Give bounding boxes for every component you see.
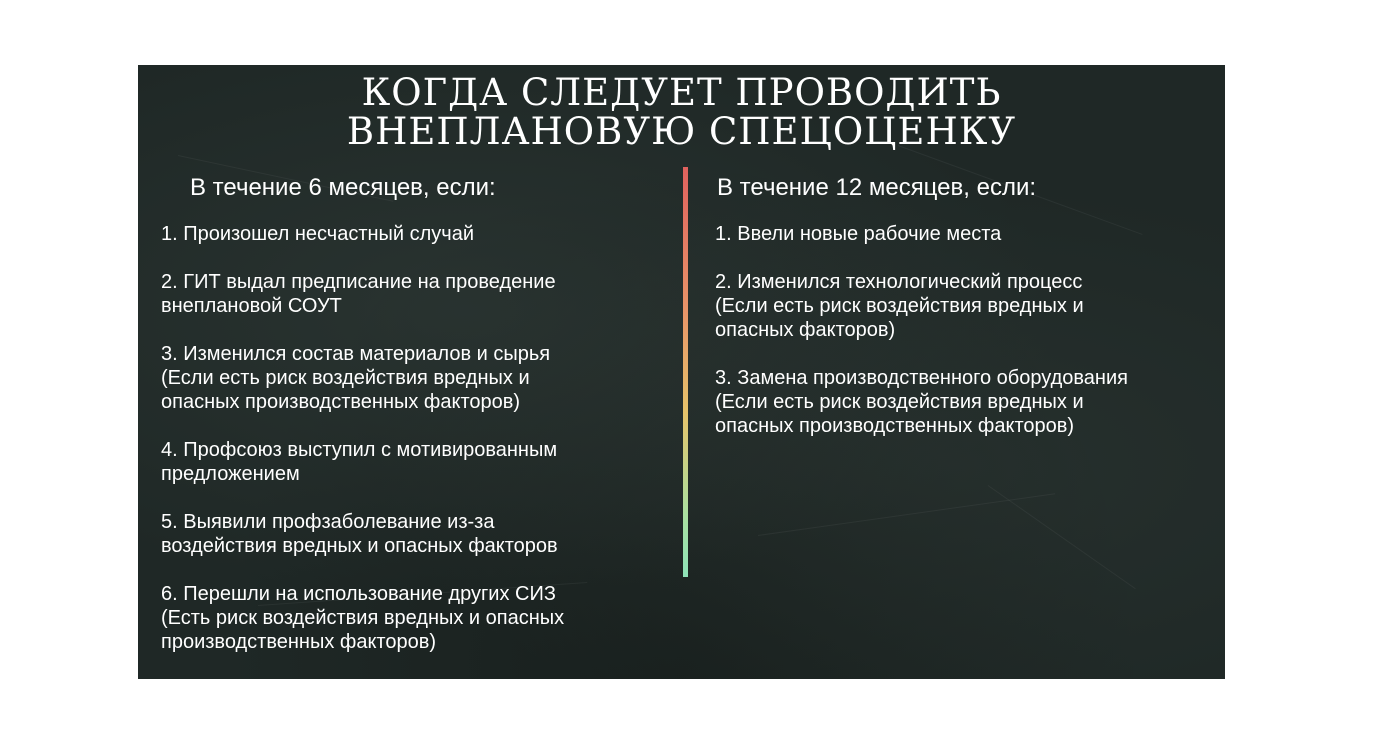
list-item xyxy=(715,270,1225,342)
list-item-line: производственных факторов) xyxy=(161,631,437,653)
list-item-line: 1. Ввели новые рабочие места xyxy=(715,223,1002,245)
left-column-heading: В течение 6 месяцев, если: xyxy=(190,174,496,201)
list-item-line: предложением xyxy=(161,463,300,485)
list-item-line: опасных производственных факторов) xyxy=(715,415,1075,437)
list-item-line: 4. Профсоюз выступил с мотивированным xyxy=(161,439,558,461)
slide-title-line: ВНЕПЛАНОВУЮ СПЕЦОЦЕНКУ xyxy=(346,110,1017,153)
list-item xyxy=(715,222,1225,246)
column-divider xyxy=(683,167,688,577)
slide-title-line: КОГДА СЛЕДУЕТ ПРОВОДИТЬ xyxy=(361,71,1002,114)
list-item-line: 3. Замена производственного оборудования xyxy=(715,367,1128,389)
list-item xyxy=(715,366,1225,438)
list-item xyxy=(161,342,651,414)
chalk-scratch xyxy=(988,485,1136,589)
list-item-line: 2. ГИТ выдал предписание на проведение xyxy=(161,271,556,293)
list-item xyxy=(161,510,651,558)
list-item xyxy=(161,438,651,486)
list-item xyxy=(161,270,651,318)
chalk-scratch xyxy=(758,493,1055,536)
slide xyxy=(138,65,1225,679)
list-item-line: внеплановой СОУТ xyxy=(161,295,342,317)
right-condition-list xyxy=(715,222,1225,462)
list-item-line: (Если есть риск воздействия вредных и xyxy=(161,367,530,389)
list-item-line: 2. Изменился технологический процесс xyxy=(715,271,1083,293)
list-item-line: 3. Изменился состав материалов и сырья xyxy=(161,343,551,365)
list-item-line: 5. Выявили профзаболевание из-за xyxy=(161,511,495,533)
list-item xyxy=(161,582,651,654)
list-item-line: воздействия вредных и опасных факторов xyxy=(161,535,558,557)
slide-title xyxy=(138,73,1225,151)
list-item xyxy=(161,222,651,246)
list-item-line: (Если есть риск воздействия вредных и xyxy=(715,391,1084,413)
right-column-heading: В течение 12 месяцев, если: xyxy=(717,174,1037,201)
list-item-line: опасных производственных факторов) xyxy=(161,391,521,413)
list-item-line: (Есть риск воздействия вредных и опасных xyxy=(161,607,565,629)
list-item-line: опасных факторов) xyxy=(715,319,896,341)
list-item-line: 1. Произошел несчастный случай xyxy=(161,223,475,245)
list-item-line: (Если есть риск воздействия вредных и xyxy=(715,295,1084,317)
list-item-line: 6. Перешли на использование других СИЗ xyxy=(161,583,556,605)
left-condition-list xyxy=(161,222,651,678)
